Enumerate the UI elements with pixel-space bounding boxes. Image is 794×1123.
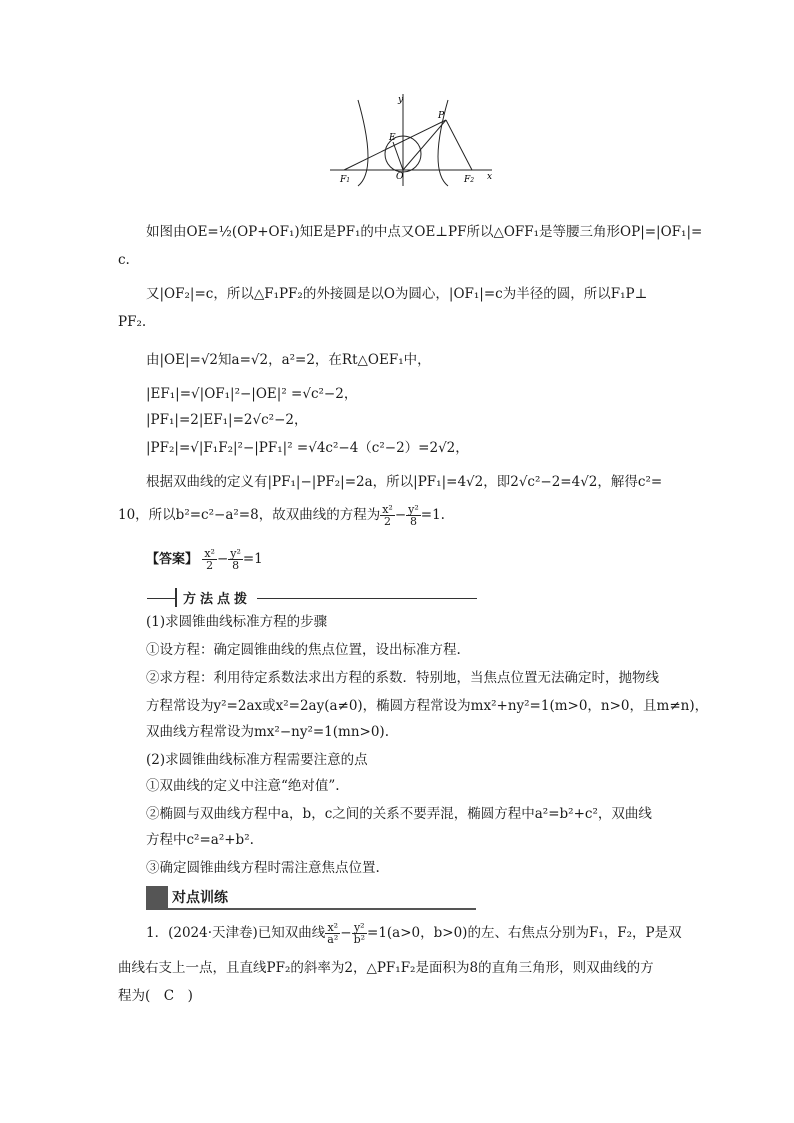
hyperbola-figure <box>330 92 500 187</box>
hyperbola-left-branch <box>358 100 368 186</box>
answer-label: 【答案】 <box>146 552 199 567</box>
method-p7: ①双曲线的定义中注意“绝对值”. <box>146 778 340 794</box>
solution-line-7: |PF₁|=2|EF₁|=2√c²−2， <box>146 412 308 428</box>
question-fraction-2: $\frac{\text{y²}}{\text{b²}}$ <box>353 921 366 946</box>
method-p8: ②椭圆与双曲线方程中a，b，c之间的关系不要弄混，椭圆方程中a²=b²+c²，双曲线 <box>146 806 652 822</box>
training-rule <box>146 908 476 910</box>
method-p4: 方程常设为y²=2ax或x²=2ay(a≠0)，椭圆方程常设为mx²+ny²=1(m>0，n>0，且m≠n)， <box>146 698 709 714</box>
method-p5: 双曲线方程常设为mx²−ny²=1(mn>0). <box>146 724 389 740</box>
question-line-2: 曲线右支上一点，且直线PF₂的斜率为2，△PF₁F₂是面积为8的直角三角形，则双曲线的方 <box>118 960 654 976</box>
training-title: 对点训练 <box>172 890 228 906</box>
label-x: x <box>487 172 493 182</box>
label-f2: F2 <box>464 175 475 185</box>
answer-line: 【答案】 $\frac{\text{x²}}{2}$ − $\frac{\text{y²}}{8}$ =1 <box>146 547 263 572</box>
label-e: E <box>389 133 396 143</box>
solution-line-3: 又|OF₂|=c，所以△F₁PF₂的外接圆是以O为圆心，|OF₁|=c为半径的圆，所以F₁P⊥ <box>146 286 648 302</box>
solution-line-2: c. <box>118 252 130 268</box>
question-fraction-1: $\frac{\text{x²}}{\text{a²}}$ <box>327 921 339 946</box>
label-f1: F1 <box>340 175 351 185</box>
segment-o-p <box>403 120 446 170</box>
method-p1: (1)求圆锥曲线标准方程的步骤 <box>146 614 328 630</box>
training-block-icon <box>146 886 168 908</box>
segment-p-f2 <box>446 120 472 170</box>
method-title: 方法点拨 <box>175 588 257 607</box>
segment-o-e <box>393 142 403 170</box>
answer-fraction-1: $\frac{\text{x²}}{2}$ <box>204 547 215 572</box>
label-y: y <box>398 95 404 105</box>
method-p6: (2)求圆锥曲线标准方程需要注意的点 <box>146 752 368 768</box>
solution-line-10: 10，所以b²=c²−a²=8，故双曲线的方程为 $\frac{\text{x²}}{2}$ − $\frac{\text{y²}}{8}$ =1. <box>118 503 445 528</box>
answer-fraction-2: $\frac{\text{y²}}{8}$ <box>230 547 241 572</box>
question-line-1: 1．(2024·天津卷)已知双曲线 $\frac{\text{x²}}{\text{a²}}$ − $\frac{\text{y²}}{\text{b²}}$ =1(a>0，b>0)的左、右焦点分别为F₁，F₂，P是双 <box>146 921 682 946</box>
method-p10: ③确定圆锥曲线方程时需注意焦点位置. <box>146 860 380 876</box>
method-tips-header <box>147 592 477 607</box>
method-p2: ①设方程：确定圆锥曲线的焦点位置，设出标准方程. <box>146 642 461 658</box>
method-p9: 方程中c²=a²+b². <box>146 832 254 848</box>
solution-line-9: 根据双曲线的定义有|PF₁|−|PF₂|=2a，所以|PF₁|=4√2，即2√c²−2=4√2，解得c²= <box>146 474 663 490</box>
solution-line-6: |EF₁|=√|OF₁|²−|OE|² =√c²−2， <box>146 386 358 402</box>
solution-line-8: |PF₂|=√|F₁F₂|²−|PF₁|² =√4c²−4（c²−2）=2√2， <box>146 440 469 456</box>
label-o: O <box>396 172 404 182</box>
solution-line-4: PF₂. <box>118 314 147 330</box>
question-line-3: 程为( C ) <box>118 988 193 1004</box>
training-header <box>146 886 476 908</box>
solution-line-1: 如图由OE=½(OP+OF₁)知E是PF₁的中点又OE⊥PF所以△OFF₁是等腰三角形OP|=|OF₁|= <box>146 224 703 240</box>
label-p: P <box>438 111 445 121</box>
method-p3: ②求方程：利用待定系数法求出方程的系数．特别地，当焦点位置无法确定时，抛物线 <box>146 670 659 686</box>
segment-f1-p <box>344 120 446 170</box>
solution-line-5: 由|OE|=√2知a=√2，a²=2，在Rt△OEF₁中， <box>146 352 431 368</box>
fraction-x2-over-2: $\frac{\text{x²}}{2}$ <box>382 503 393 528</box>
fraction-y2-over-8: $\frac{\text{y²}}{8}$ <box>408 503 419 528</box>
